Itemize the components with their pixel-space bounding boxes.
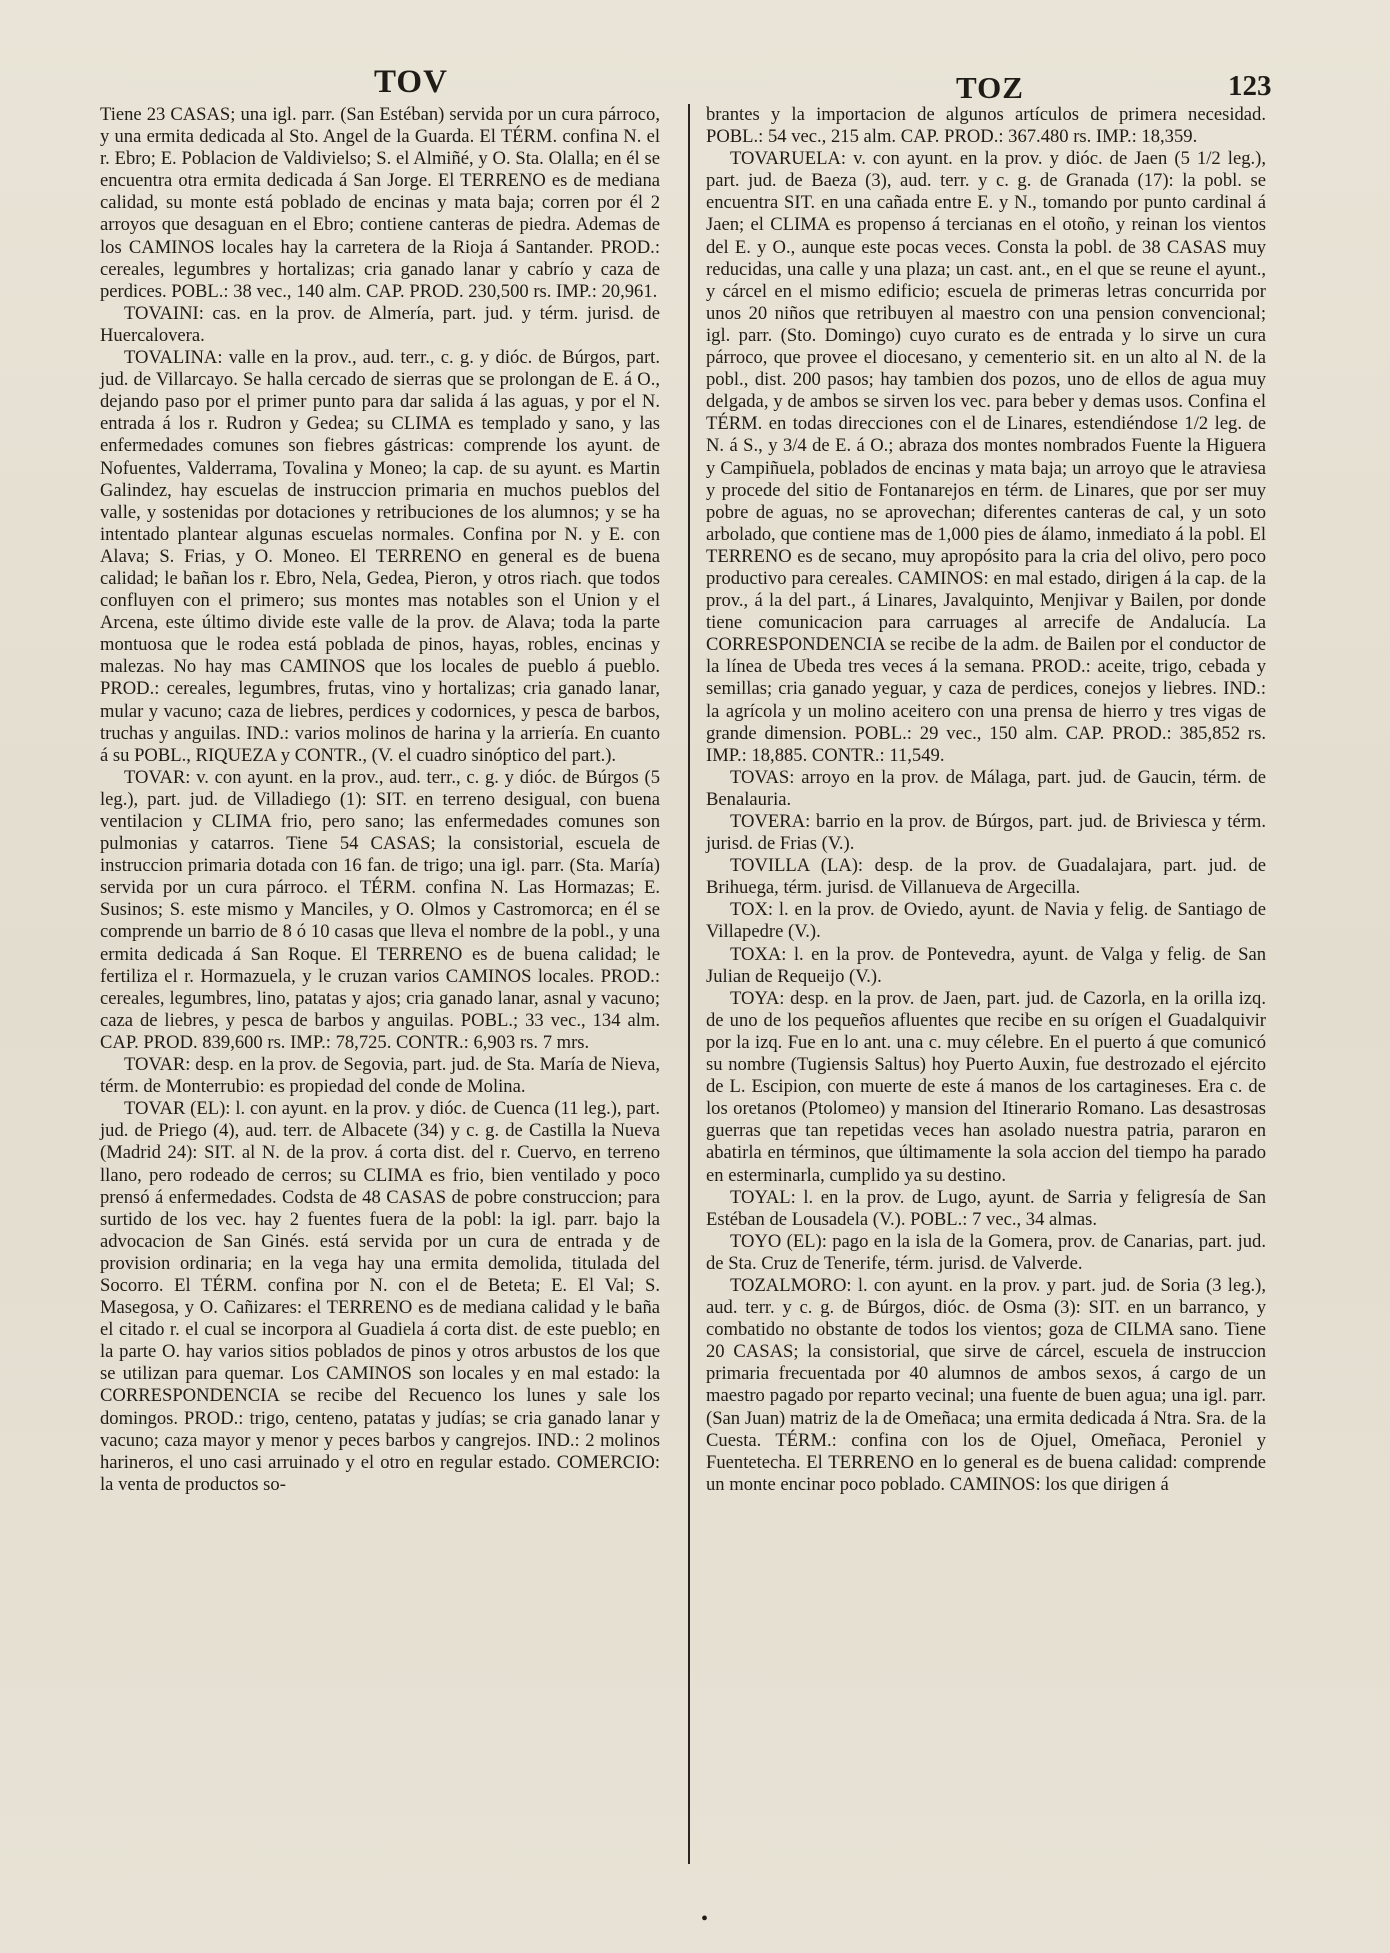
entry-text: TOYAL: l. en la prov. de Lugo, ayunt. de Sarria y feligresía de San Estéban de Lousadela (V.). POBL.: 7 vec., 34 almas. <box>706 1186 1266 1230</box>
column-divider <box>688 104 690 1864</box>
entry-text: TOYO (EL): pago en la isla de la Gomera, prov. de Canarias, part. jud. de Sta. Cruz de Tenerife, térm. jurisd. de Valverde. <box>706 1230 1266 1274</box>
entry-text: TOVARUELA: v. con ayunt. en la prov. y dióc. de Jaen (5 1/2 leg.), part. jud. de Baeza (3), aud. terr. y c. g. de Granada (17): la pobl. se encuentra SIT. en una cañada entre E. y N., tomando por punto cardinal á Jaen; el CLIMA es propenso á tercianas en el otoño, y reinan los vientos del E. y O., aunque este pocas veces. Consta la pobl. de 38 CASAS muy reducidas, una calle y una plaza; un cast. ant., en el que se reune el ayunt., y cárcel en el mismo edificio; escuela de primeras letras concurrida por unos 20 niños que retribuyen al maestro con una pension convencional; igl. parr. (Sto. Domingo) cuyo curato es de entrada y lo sirve un cura párroco, que provee el diocesano, y cementerio sit. en un alto al N. de la pobl., dist. 200 pasos; hay tambien dos pozos, uno de ellos de agua muy delgada, y de ambos se sirven los vec. para beber y demas usos. Confina el TÉRM. en todas direcciones con el de Linares, estendiéndose 1/2 leg. de N. á S., y 3/4 de E. á O.; abraza dos montes nombrados Fuente la Higuera y Campiñuela, poblados de encinas y mata baja; un arroyo que le atraviesa y procede del sitio de Fontanarejos en térm. de Linares, que por ser muy pobre de aguas, no se aprovechan; diferentes canteras de cal, y un soto arbolado, que contiene mas de 1,000 pies de álamo, inmediato á la pobl. El TERRENO es de secano, muy apropósito para la cria del olivo, pero poco productivo para cereales. CAMINOS: en mal estado, dirigen á la cap. de la prov., á la del part., á Linares, Javalquinto, Menjivar y Bailen, por donde tiene comunicacion para carruages al arrecife de Andalucía. La CORRESPONDENCIA se recibe de la adm. de Bailen por el conductor de la línea de Ubeda tres veces á la semana. PROD.: aceite, trigo, cebada y semillas; cria ganado yeguar, y caza de perdices, conejos y liebres. IND.: la agrícola y un molino aceitero con una prensa de hierro y tres vigas de grande dimension. POBL.: 29 vec., 150 alm. CAP. PROD.: 385,852 rs. IMP.: 18,885. CONTR.: 11,549. <box>706 148 1266 766</box>
entry-text: TOZALMORO: l. con ayunt. en la prov. y part. jud. de Soria (3 leg.), aud. terr. y c. g. de Búrgos, dióc. de Osma (3): SIT. en un barranco, y combatido no obstante de todos los vientos; goza de CILMA sano. Tiene 20 CASAS; la consistorial, que sirve de cárcel, escuela de instruccion primaria frecuentada por 40 alumnos de ambos sexos, á cargo de un maestro pagado por reparto vecinal; una fuente de buen agua; una igl. parr. (San Juan) matriz de la de Omeñaca; una ermita dedicada á Ntra. Sra. de la Cuesta. TÉRM.: confina con los de Ojuel, Omeñaca, Peroniel y Fuentetecha. El TERRENO en lo general es de buena calidad: comprende un monte encinar poco poblado. CAMINOS: los que dirigen á <box>706 1274 1266 1495</box>
entry-text: TOVAR (EL): l. con ayunt. en la prov. y dióc. de Cuenca (11 leg.), part. jud. de Priego (4), aud. terr. de Albacete (34) y c. g. de Castilla la Nueva (Madrid 24): SIT. al N. de la prov. á corta dist. del r. Cuervo, en terreno llano, pero rodeado de cerros; su CLIMA es frio, bien ventilado y poco prensó á enfermedades. Codsta de 48 CASAS de pobre construccion; para surtido de los vec. hay 2 fuentes fuera de la pobl: la igl. parr. bajo la advocacion de San Ginés. está servida por un cura de entrada y de provision ordinaria; en la vega hay una ermita demolida, titulada del Socorro. El TÉRM. confina por N. con el de Beteta; E. El Val; S. Masegosa, y O. Cañizares: el TERRENO es de mediana calidad y le baña el citado r. el cual se incorpora al Guadiela á corta dist. de este pueblo; en la parte O. hay varios sitios poblados de pinos y otros arbustos de los que se utilizan para quemar. Los CAMINOS son locales y en mal estado: la CORRESPONDENCIA se recibe del Recuenco los lunes y sale los domingos. PROD.: trigo, centeno, patatas y judías; se cria ganado lanar y vacuno; caza mayor y menor y peces barbos y cangrejos. IND.: 2 molinos harineros, el uno casi arruinado y el otro en regular estado. COMERCIO: la venta de productos so- <box>100 1098 660 1495</box>
entry-text: TOVALINA: valle en la prov., aud. terr., c. g. y dióc. de Búrgos, part. jud. de Villarcayo. Se halla cercado de sierras que se prolongan de E. á O., dejando paso por el primer punto para dar salida á las aguas, y por el N. entrada á los r. Rudron y Gedea; su CLIMA es templado y sano, y las enfermedades comunes son fiebres gástricas: comprende los ayunt. de Nofuentes, Valderrama, Tovalina y Moneo; la cap. de su ayunt. es Martin Galindez, hay escuelas de instruccion primaria en muchos pueblos del valle, y sostenidas por dotaciones y retribuciones de los alumnos; y se ha intentado plantear algunas escuelas normales. Confina por N. y E. con Alava; S. Frias, y O. Moneo. El TERRENO en general es de buena calidad; le bañan los r. Ebro, Nela, Gedea, Pieron, y otros riach. que todos confluyen con el primero; sus montes mas notables son el Union y el Arcena, este último divide este valle de la prov. de Alava; toda la parte montuosa que le rodea está poblada de pinos, hayas, robles, encinas y malezas. No hay mas CAMINOS que los locales de pueblo á pueblo. PROD.: cereales, legumbres, frutas, vino y hortalizas; cria ganado lanar, mular y vacuno; caza de liebres, perdices y codornices, y pesca de barbos, truchas y anguilas. IND.: varios molinos de harina y la arriería. En cuanto á su POBL., RIQUEZA y CONTR., (V. el cuadro sinóptico del part.). <box>100 347 660 766</box>
entry-text: TOXA: l. en la prov. de Pontevedra, ayunt. de Valga y felig. de San Julian de Requeijo (V.). <box>706 943 1266 987</box>
entry-text: TOVERA: barrio en la prov. de Búrgos, part. jud. de Briviesca y térm. jurisd. de Frias (V.). <box>706 811 1266 855</box>
entry-text: TOVAR: v. con ayunt. en la prov., aud. terr., c. g. y dióc. de Búrgos (5 leg.), part. jud. de Villadiego (1): SIT. en terreno desigual, con buena ventilacion y CLIMA frio, pero sano; las enfermedades comunes son pulmonias y catarros. Tiene 54 CASAS; la consistorial, escuela de instruccion primaria dotada con 16 fan. de trigo; una igl. parr. (Sta. María) servida por un cura párroco. el TÉRM. confina N. Las Hormazas; E. Susinos; S. este mismo y Manciles, y O. Olmos y Castromorca; en él se comprende un barrio de 8 ó 10 casas que lleva el nombre de la pobl., y una ermita dedicada á San Roque. El TERRENO es de buena calidad; le fertiliza el r. Hormazuela, y le cruzan varios CAMINOS locales. PROD.: cereales, legumbres, lino, patatas y ajos; cria ganado lanar, asnal y vacuno; caza de liebres, y pesca de barbos y anguilas. POBL.; 33 vec., 134 alm. CAP. PROD. 839,600 rs. IMP.: 78,725. CONTR.: 6,903 rs. 7 mrs. <box>100 766 660 1053</box>
page-number: 123 <box>1228 70 1272 102</box>
print-mark: • <box>701 1908 709 1930</box>
entry-text: TOVAS: arroyo en la prov. de Málaga, part. jud. de Gaucin, térm. de Benalauria. <box>706 766 1266 810</box>
entry-text: TOYA: desp. en la prov. de Jaen, part. jud. de Cazorla, en la orilla izq. de uno de los pequeños afluentes que recibe en su orígen el Guadalquivir por la izq. Fue en lo ant. una c. muy célebre. En el puerto á que comunicó su nombre (Tugiensis Saltus) hoy Puerto Auxin, fue destrozado el ejército de L. Escipion, con muerte de este á manos de los cartagineses. Era c. de los oretanos (Ptolomeo) y mansion del Itinerario Romano. Las desastrosas guerras que tan repetidas veces han asolado nuestra patria, pararon en abatirla en términos, que últimamente la sola accion del tiempo ha parado en esterminarla, cumplido ya su destino. <box>706 987 1266 1186</box>
entry-text: Tiene 23 CASAS; una igl. parr. (San Estéban) servida por un cura párroco, y una ermita dedicada al Sto. Angel de la Guarda. El TÉRM. confina N. el r. Ebro; E. Poblacion de Valdivielso; S. el Almiñé, y O. Sta. Olalla; en él se encuentra otra ermita dedicada á San Jorge. El TERRENO es de mediana calidad, su monte está poblado de encinas y mata baja; corren por él 2 arroyos que desaguan en el Ebro; contiene canteras de piedra. Ademas de los CAMINOS locales hay la carretera de la Rioja á Santander. PROD.: cereales, legumbres y hortalizas; cria ganado lanar y cabrío y caza de perdices. POBL.: 38 vec., 140 alm. CAP. PROD. 230,500 rs. IMP.: 20,961. <box>100 104 660 302</box>
entry-text: TOX: l. en la prov. de Oviedo, ayunt. de Navia y felig. de Santiago de Villapedre (V.). <box>706 899 1266 943</box>
entry-text: TOVAINI: cas. en la prov. de Almería, part. jud. y térm. jurisd. de Huercalovera. <box>100 302 660 346</box>
running-head-right: TOZ <box>956 70 1024 105</box>
entry-text: TOVILLA (LA): desp. de la prov. de Guadalajara, part. jud. de Brihuega, térm. jurisd. de Villanueva de Argecilla. <box>706 855 1266 899</box>
entry-text: TOVAR: desp. en la prov. de Segovia, part. jud. de Sta. María de Nieva, térm. de Monterrubio: es propiedad del conde de Molina. <box>100 1054 660 1098</box>
entry-text: brantes y la importacion de algunos artículos de primera necesidad. POBL.: 54 vec., 215 alm. CAP. PROD.: 367.480 rs. IMP.: 18,359. <box>706 104 1266 148</box>
right-column <box>706 104 1266 1496</box>
left-column <box>100 104 660 1496</box>
running-head-left: TOV <box>374 64 448 100</box>
